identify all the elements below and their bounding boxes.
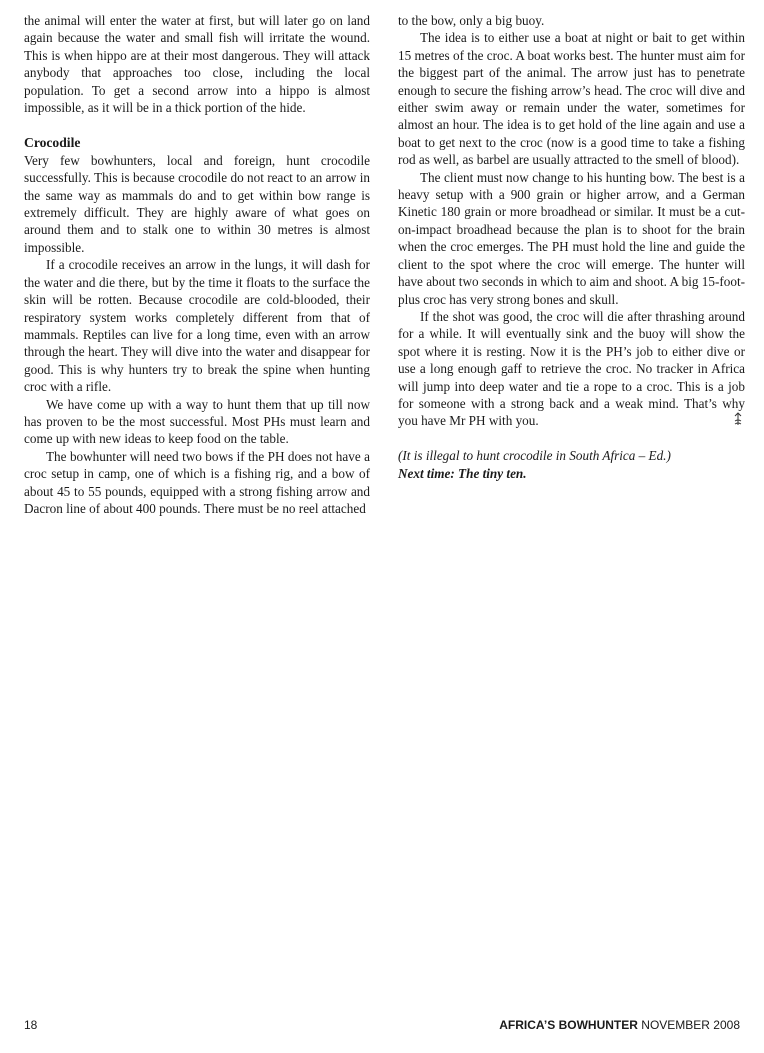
- body-paragraph: If a crocodile receives an arrow in the lungs, it will dash for the water and die there, but by the time it floats to the surface the skin will be rotten. Because crocodile are cold-blooded, their respiratory system works completely different from that of mammals. Reptiles can live for a long time, even with an arrow through the heart. They will dive into the water and disappear for good. This is why hunters try to break the spine when hunting croc with a rifle.: [24, 257, 370, 395]
- section-heading-crocodile: Crocodile: [24, 135, 81, 151]
- last-body-paragraph: [398, 308, 745, 430]
- body-paragraph-text: If the shot was good, the croc will die after thrashing around for a while. It will eventually sink and the buoy will show the spot where it is resting. Now it is the PH’s job to either dive or use a long enough gaff to retrieve the croc. No tracker in Africa will jump into deep water and tie a rope to a croc. This is a job for someone with a strong back and a weak mind. That’s why you have Mr PH with you.: [398, 308, 745, 429]
- page-number: 18: [24, 1018, 38, 1032]
- page-footer: [24, 1018, 740, 1036]
- arrow-end-mark-icon: [711, 412, 743, 431]
- body-paragraph: The idea is to either use a boat at night or bait to get within 15 metres of the croc. A boat works best. The hunter must aim for the biggest part of the animal. The arrow just has to penetrate enough to secure the fishing arrow’s head. The croc will dive and either swim away or remain under the water, sometimes for almost an hour. The idea is to get hold of the line again and use a boat to get next to the croc (now is a good time to take a fishing rod as well, as barbel are usually attracted to the smell of blood).: [398, 30, 745, 168]
- body-paragraph: The bowhunter will need two bows if the PH does not have a croc setup in camp, one of which is a fishing rig, and a bow of about 45 to 55 pounds, equipped with a strong fishing arrow and Dacron line of about 400 pounds. There must be no reel attached: [24, 448, 370, 516]
- continuation-paragraph: to the bow, only a big buoy.: [398, 13, 545, 28]
- issue-date: NOVEMBER 2008: [641, 1018, 740, 1032]
- magazine-title: AFRICA’S BOWHUNTER: [499, 1018, 638, 1032]
- body-paragraph: We have come up with a way to hunt them that up till now has proven to be the most successful. Most PHs must learn and come up with new ideas to keep food on the table.: [24, 396, 370, 447]
- left-column: [24, 12, 370, 517]
- intro-paragraph: the animal will enter the water at first, but will later go on land again because the water and small fish will irritate the wound. This is when hippo are at their most dangerous. They will attack anybody that approaches too close, including the local population. To get a second arrow into a hippo is almost impossible, as it will be in a thick portion of the hide.: [24, 13, 370, 116]
- body-paragraph: Very few bowhunters, local and foreign, hunt crocodile successfully. This is because crocodile do not react to an arrow in the same way as mammals do and to get within bow range is extremely difficult. They are highly aware of what goes on around them and to stalk one to within 30 metres is almost impossible.: [24, 152, 370, 255]
- right-column: [398, 12, 745, 482]
- editor-note: (It is illegal to hunt crocodile in South Africa – Ed.): [398, 448, 671, 464]
- magazine-credit: [499, 1018, 740, 1032]
- body-paragraph: The client must now change to his hunting bow. The best is a heavy setup with a 900 grain or higher arrow, and a German Kinetic 180 grain or more broadhead or similar. It must be a cut-on-impact broadhead because the plan is to shoot for the brain when the croc emerges. The PH must hold the line and guide the client to the spot where the croc will emerge. The hunter will have about two seconds in which to aim and shoot. A big 15-foot-plus croc has very strong bones and skull.: [398, 169, 745, 307]
- spacer: [398, 430, 745, 447]
- next-time-teaser: Next time: The tiny ten.: [398, 465, 527, 481]
